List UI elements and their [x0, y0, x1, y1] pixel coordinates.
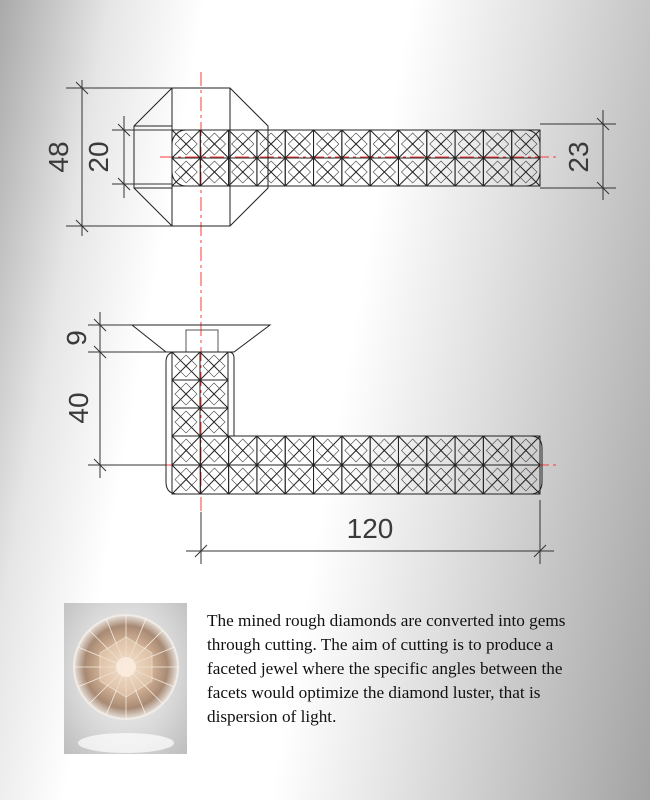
grip-side-outline — [166, 352, 542, 494]
spindle-stub — [186, 330, 218, 352]
diamond-icon — [64, 603, 187, 754]
side-view — [61, 312, 560, 564]
dimension-label-rose-diameter: 48 — [43, 141, 74, 173]
dimension-label-shank-width: 20 — [83, 141, 114, 173]
grip-side-facets — [172, 352, 540, 494]
dimension-label-grip-length: 120 — [346, 513, 394, 544]
dimension-label-neck-height: 40 — [63, 392, 94, 424]
dimension-label-rose-thickness: 9 — [61, 330, 92, 346]
dimension-neck-height — [88, 352, 166, 478]
grip-top-facets — [172, 130, 540, 186]
dimension-label-grip-height: 23 — [563, 141, 594, 173]
diamond-photo — [64, 603, 187, 754]
caption-text: The mined rough diamonds are converted into gems through cutting. The aim of cutting is to produce a faceted jewel where the specific angles between the facets would optimize the diamond luster, that is dispersion of light. — [207, 611, 566, 726]
